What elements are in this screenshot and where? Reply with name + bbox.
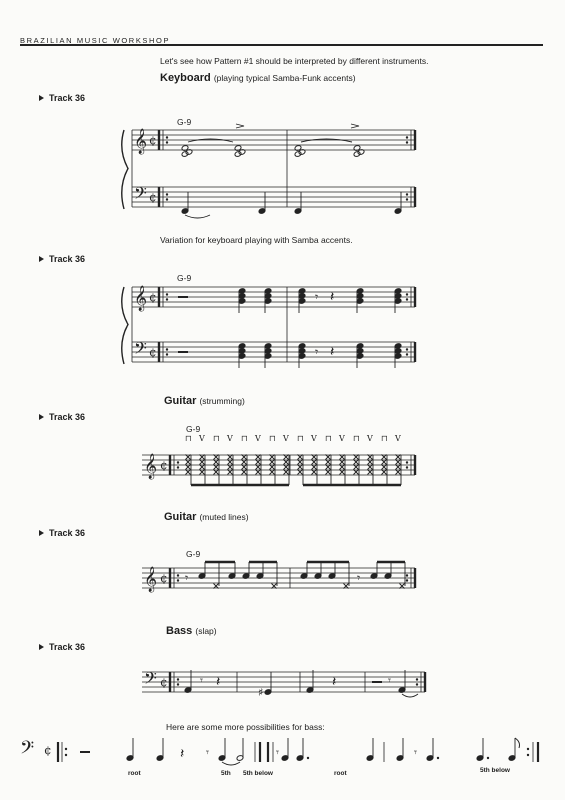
quarter-rest: 𝄽 <box>180 746 185 762</box>
cut-time-icon: ¢ <box>160 675 168 689</box>
treble-clef-icon: 𝄞 <box>134 286 148 311</box>
chord-symbol-4: G-9 <box>186 549 201 559</box>
repeat-dot <box>166 198 168 200</box>
downstroke-icon: ⊓ <box>241 434 248 443</box>
brace <box>122 130 128 209</box>
repeat-dot <box>177 466 179 468</box>
repeat-dot <box>166 353 168 355</box>
notehead <box>294 151 302 158</box>
repeat-dot <box>177 579 179 581</box>
downstroke-icon: ⊓ <box>325 434 332 443</box>
upstroke-icon: V <box>199 434 205 443</box>
chord-symbol-1: G-9 <box>177 117 192 127</box>
downstroke-icon: ⊓ <box>269 434 276 443</box>
treble-clef-icon: 𝄞 <box>144 567 158 592</box>
downstroke-icon: ⊓ <box>213 434 220 443</box>
repeat-dot <box>406 198 408 200</box>
accent <box>351 124 359 128</box>
repeat-dot <box>416 678 418 680</box>
cut-time-icon: ¢ <box>149 133 157 147</box>
repeat-dot <box>166 141 168 143</box>
upstroke-icon: V <box>311 434 317 443</box>
bass-clef-icon: 𝄢 <box>134 183 147 207</box>
chord-symbol-3: G-9 <box>186 424 201 434</box>
tie <box>188 139 233 142</box>
cut-time-icon: ¢ <box>149 190 157 204</box>
repeat-dot <box>416 683 418 685</box>
cut-time-icon: ¢ <box>160 571 168 585</box>
bass-clef-icon: 𝄢 <box>144 668 157 692</box>
upstroke-icon: V <box>283 434 289 443</box>
bass-clef-icon: 𝄢 <box>20 738 35 763</box>
more-bass-text: Here are some more possibilities for bass: <box>166 722 325 732</box>
intro-text: Let's see how Pattern #1 should be interpreted by different instruments. <box>160 56 429 66</box>
eighth-rest: 𝄾 <box>414 746 417 759</box>
cut-time-icon: ¢ <box>149 345 157 359</box>
repeat-dot <box>177 678 179 680</box>
repeat-dot <box>406 466 408 468</box>
downstroke-icon: ⊓ <box>381 434 388 443</box>
tie <box>402 694 418 697</box>
quarter-rest: 𝄽 <box>330 344 335 360</box>
upstroke-icon: V <box>339 434 345 443</box>
tie <box>222 762 240 765</box>
downstroke-icon: ⊓ <box>353 434 360 443</box>
upstroke-icon: V <box>367 434 373 443</box>
accent <box>236 124 244 128</box>
sharp-icon: ♯ <box>258 686 264 699</box>
eighth-rest: 𝄾 <box>388 674 391 687</box>
repeat-dot <box>65 748 67 750</box>
cut-time-icon: ¢ <box>160 458 168 472</box>
brace <box>122 287 128 364</box>
guitar-muted-heading: Guitar (muted lines) <box>164 511 249 523</box>
eighth-rest: 𝄾 <box>206 746 209 759</box>
treble-clef-icon: 𝄞 <box>144 454 158 479</box>
repeat-dot <box>527 748 529 750</box>
track-label-3[interactable]: Track 36 <box>39 412 85 422</box>
tie <box>185 215 210 218</box>
bass-label-root-2: root <box>334 770 347 777</box>
track-label-2[interactable]: Track 36 <box>39 254 85 264</box>
keyboard-subtitle: (playing typical Samba-Funk accents) <box>213 73 356 83</box>
repeat-dot <box>406 574 408 576</box>
track-label-4[interactable]: Track 36 <box>39 528 85 538</box>
bass-label-5th-below-1: 5th below <box>243 770 273 777</box>
dot <box>487 757 489 759</box>
repeat-dot <box>406 461 408 463</box>
flag <box>515 738 520 748</box>
repeat-dot <box>177 683 179 685</box>
keyboard-title: Keyboard <box>160 72 211 84</box>
eighth-rest: 𝄾 <box>276 746 279 759</box>
repeat-dot <box>166 298 168 300</box>
eighth-rest: 𝄾 <box>315 290 319 304</box>
repeat-dot <box>406 141 408 143</box>
dot <box>307 757 309 759</box>
bass-label-root-1: root <box>128 770 141 777</box>
bass-clef-icon: 𝄢 <box>134 338 147 362</box>
repeat-dot <box>177 574 179 576</box>
treble-clef-icon: 𝄞 <box>134 129 148 154</box>
repeat-dot <box>406 293 408 295</box>
track-label-1[interactable]: Track 36 <box>39 93 85 103</box>
cut-time-icon: ¢ <box>149 290 157 304</box>
dot <box>437 757 439 759</box>
eighth-rest: 𝄾 <box>357 571 361 585</box>
repeat-dot <box>406 348 408 350</box>
repeat-dot <box>406 579 408 581</box>
repeat-dot <box>65 754 67 756</box>
downstroke-icon: ⊓ <box>185 434 192 443</box>
quarter-rest: 𝄽 <box>330 289 335 305</box>
upstroke-icon: V <box>255 434 261 443</box>
eighth-rest: 𝄾 <box>315 345 319 359</box>
guitar-strum-heading: Guitar (strumming) <box>164 395 245 407</box>
repeat-dot <box>166 293 168 295</box>
chord-symbol-2: G-9 <box>177 273 192 283</box>
repeat-dot <box>406 136 408 138</box>
eighth-rest: 𝄾 <box>200 674 203 687</box>
quarter-rest: 𝄽 <box>332 674 337 690</box>
track-label-5[interactable]: Track 36 <box>39 642 85 652</box>
repeat-dot <box>406 193 408 195</box>
book-title: BRAZILIAN MUSIC WORKSHOP <box>20 36 171 45</box>
eighth-rest: 𝄾 <box>185 571 189 585</box>
repeat-dot <box>166 348 168 350</box>
downstroke-icon: ⊓ <box>297 434 304 443</box>
bass-heading: Bass (slap) <box>166 625 217 637</box>
repeat-dot <box>527 754 529 756</box>
bass-label-5th-below-2: 5th below <box>480 767 510 774</box>
repeat-dot <box>406 298 408 300</box>
repeat-dot <box>166 136 168 138</box>
notehead <box>234 151 242 158</box>
repeat-dot <box>177 461 179 463</box>
upstroke-icon: V <box>227 434 233 443</box>
notehead <box>181 151 189 158</box>
quarter-rest: 𝄽 <box>216 674 221 690</box>
repeat-dot <box>406 353 408 355</box>
notehead <box>353 151 361 158</box>
repeat-dot <box>166 193 168 195</box>
variation-text: Variation for keyboard playing with Samba accents. <box>160 235 353 245</box>
upstroke-icon: V <box>395 434 401 443</box>
tie <box>301 139 352 142</box>
bass-label-5th: 5th <box>221 770 231 777</box>
cut-time-icon: ¢ <box>44 743 52 757</box>
